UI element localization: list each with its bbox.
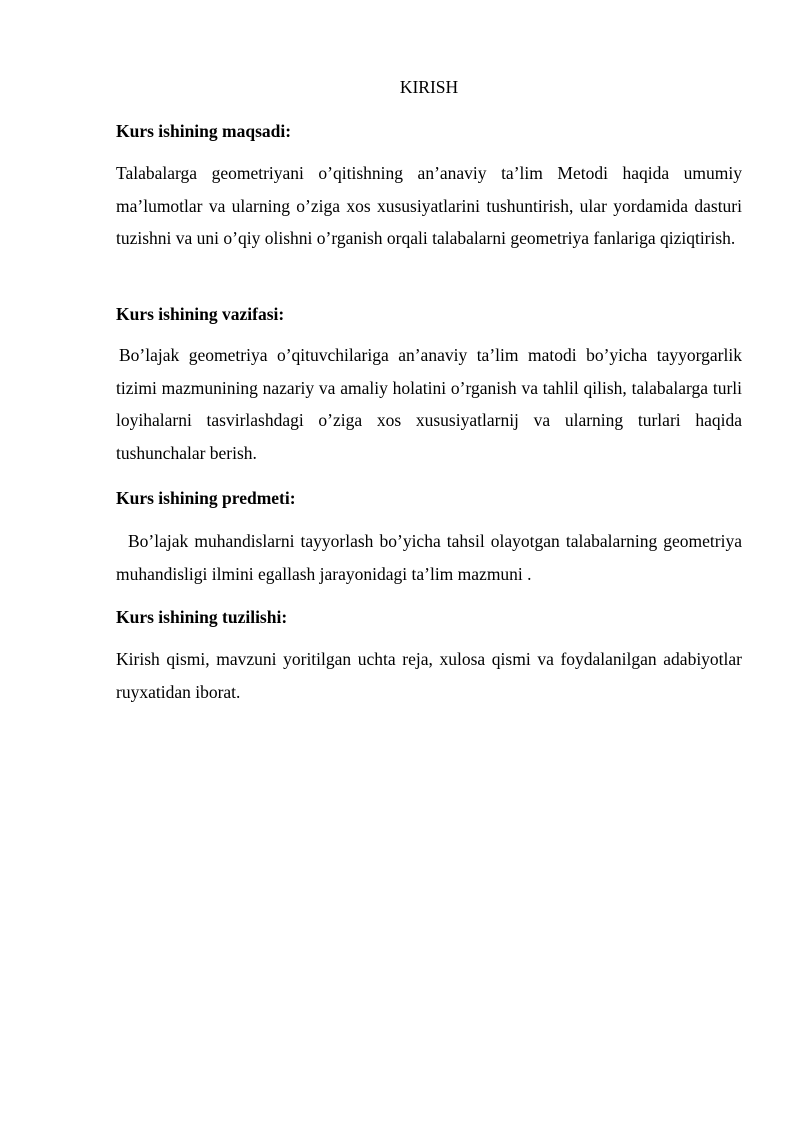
page-title: KIRISH xyxy=(399,77,459,97)
section-heading-maqsadi: Kurs ishining maqsadi: xyxy=(116,121,292,141)
section-heading-tuzilishi: Kurs ishining tuzilishi: xyxy=(116,607,288,627)
section-body-predmeti: Bo’lajak muhandislarni tayyorlash bo’yicha tahsil olayotgan talabalarning geometriya muhandisligi ilmini egallash jarayonidagi ta’lim mazmuni . xyxy=(116,531,742,584)
section-body-tuzilishi: Kirish qismi, mavzuni yoritilgan uchta reja, xulosa qismi va foydalanilgan adabiyotlar ruyxatidan iborat. xyxy=(116,649,742,702)
section-heading-vazifasi: Kurs ishining vazifasi: xyxy=(116,304,285,324)
section-body-vazifasi: Bo’lajak geometriya o’qituvchilariga an’anaviy ta’lim matodi bo’yicha tayyorgarlik tizimi mazmunining nazariy va amaliy holatini o’rganish va tahlil qilish, talabalarga turli loyihalarni tasvirlashdagi o’ziga xos xususiyatlarnij va ularning turlari haqida tushunchalar berish. xyxy=(116,345,742,463)
section-heading-predmeti: Kurs ishining predmeti: xyxy=(116,488,296,508)
section-body-maqsadi: Talabalarga geometriyani o’qitishning an’anaviy ta’lim Metodi haqida umumiy ma’lumotlar va ularning o’ziga xos xususiyatlarini tushuntirish, ular yordamida dasturi tuzishni va uni o’qiy olishni o’rganish orqali talabalarni geometriya fanlariga qiziqtirish. xyxy=(116,163,742,248)
